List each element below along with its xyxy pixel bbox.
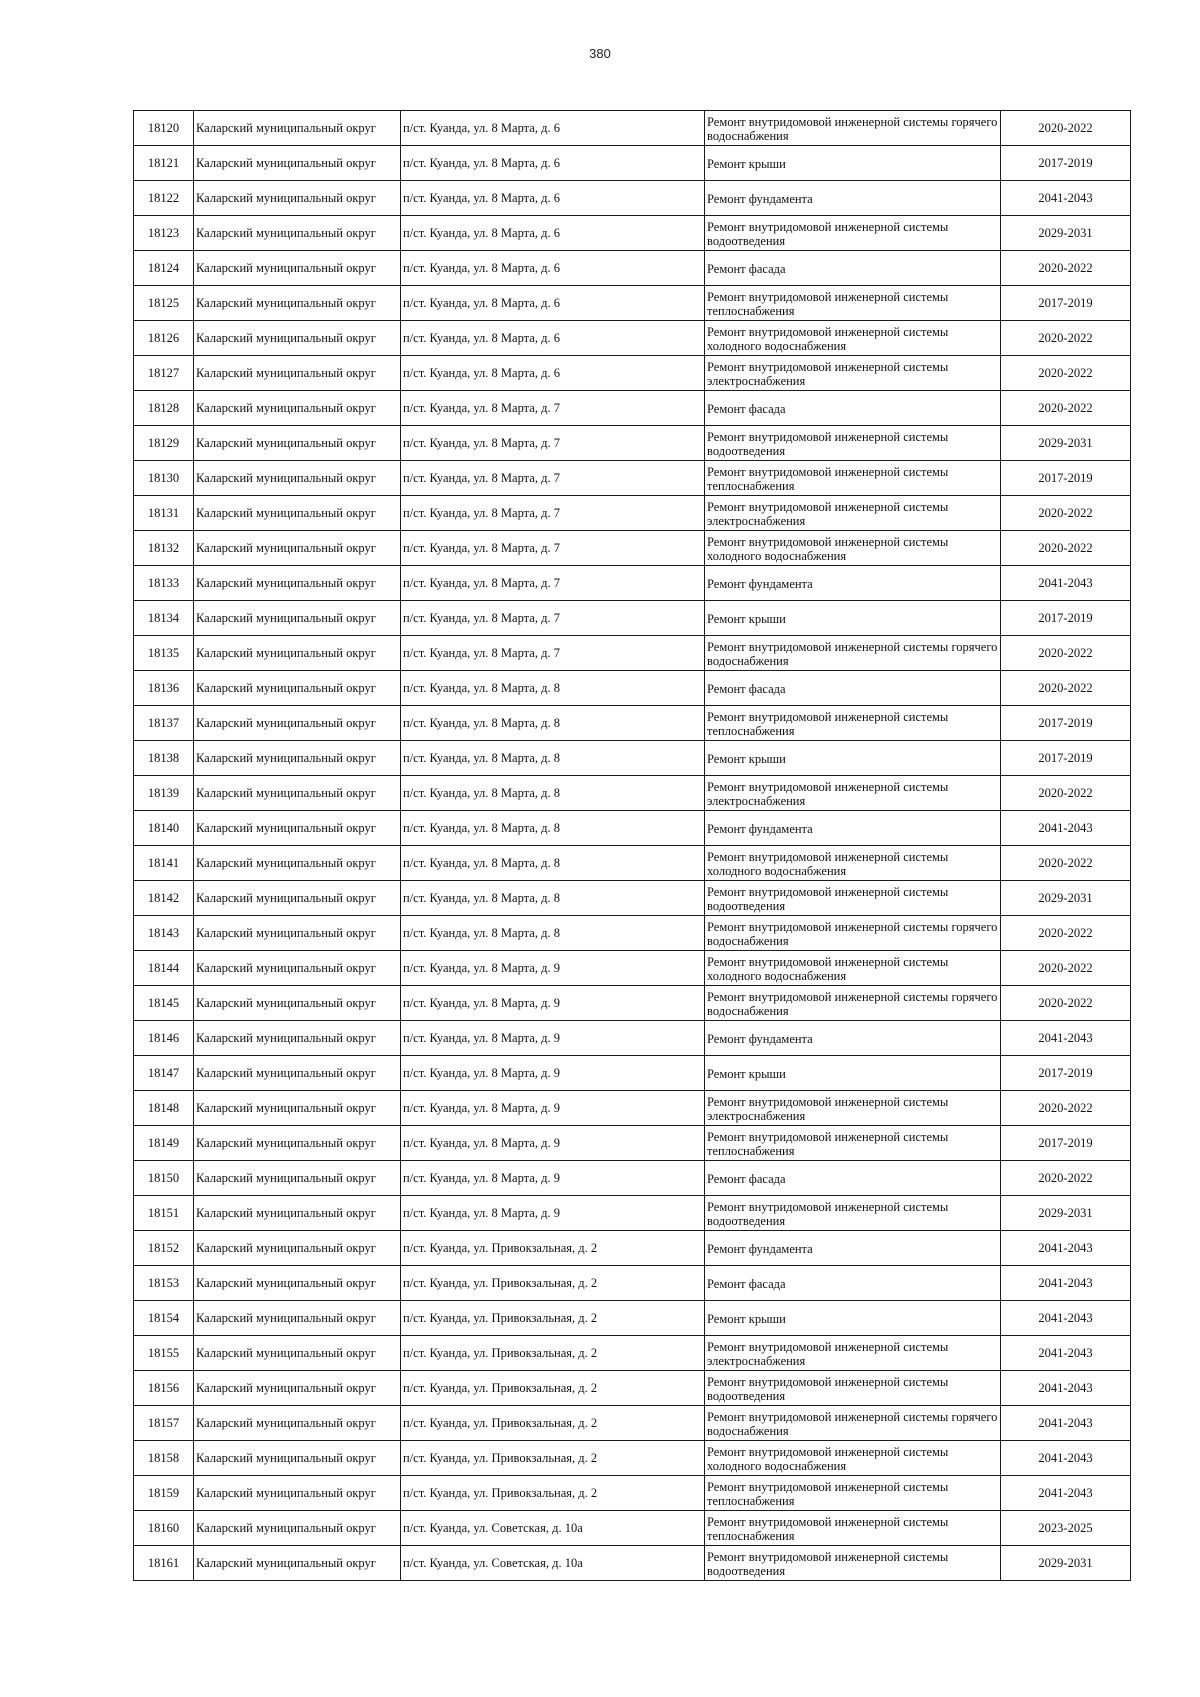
page-number: 380 [589,46,611,61]
row-number-cell: 18120 [134,111,194,146]
row-number-cell: 18122 [134,181,194,216]
period-cell: 2020-2022 [1001,1161,1131,1196]
row-number-cell: 18148 [134,1091,194,1126]
address-cell: п/ст. Куанда, ул. 8 Марта, д. 6 [401,356,705,391]
row-number-cell: 18123 [134,216,194,251]
row-number-cell: 18160 [134,1511,194,1546]
period-cell: 2020-2022 [1001,846,1131,881]
work-type-cell: Ремонт крыши [705,146,1001,181]
period-cell: 2041-2043 [1001,1336,1131,1371]
address-cell: п/ст. Куанда, ул. 8 Марта, д. 8 [401,741,705,776]
municipality-cell: Каларский муниципальный округ [194,741,401,776]
period-cell: 2029-2031 [1001,216,1131,251]
work-type-cell: Ремонт внутридомовой инженерной системы теплоснабжения [705,1126,1001,1161]
row-number-cell: 18149 [134,1126,194,1161]
row-number-cell: 18143 [134,916,194,951]
address-cell: п/ст. Куанда, ул. 8 Марта, д. 7 [401,461,705,496]
address-cell: п/ст. Куанда, ул. 8 Марта, д. 9 [401,1056,705,1091]
work-type-cell: Ремонт внутридомовой инженерной системы горячего водоснабжения [705,1406,1001,1441]
work-type-cell: Ремонт внутридомовой инженерной системы горячего водоснабжения [705,916,1001,951]
table-row [134,1056,1131,1091]
period-cell: 2020-2022 [1001,496,1131,531]
period-cell: 2017-2019 [1001,286,1131,321]
municipality-cell: Каларский муниципальный округ [194,356,401,391]
period-cell: 2017-2019 [1001,146,1131,181]
municipality-cell: Каларский муниципальный округ [194,1196,401,1231]
period-cell: 2017-2019 [1001,741,1131,776]
municipality-cell: Каларский муниципальный округ [194,1406,401,1441]
address-cell: п/ст. Куанда, ул. 8 Марта, д. 6 [401,181,705,216]
table-row [134,951,1131,986]
period-cell: 2041-2043 [1001,1441,1131,1476]
municipality-cell: Каларский муниципальный округ [194,1371,401,1406]
table-row [134,1091,1131,1126]
row-number-cell: 18145 [134,986,194,1021]
work-type-cell: Ремонт внутридомовой инженерной системы теплоснабжения [705,706,1001,741]
work-type-cell: Ремонт фасада [705,1266,1001,1301]
period-cell: 2020-2022 [1001,391,1131,426]
municipality-cell: Каларский муниципальный округ [194,216,401,251]
address-cell: п/ст. Куанда, ул. 8 Марта, д. 7 [401,566,705,601]
work-type-cell: Ремонт внутридомовой инженерной системы электроснабжения [705,776,1001,811]
municipality-cell: Каларский муниципальный округ [194,531,401,566]
period-cell: 2041-2043 [1001,1476,1131,1511]
municipality-cell: Каларский муниципальный округ [194,1336,401,1371]
row-number-cell: 18161 [134,1546,194,1581]
work-type-cell: Ремонт фасада [705,1161,1001,1196]
work-type-cell: Ремонт фундамента [705,1231,1001,1266]
municipality-cell: Каларский муниципальный округ [194,636,401,671]
work-type-cell: Ремонт внутридомовой инженерной системы водоотведения [705,1196,1001,1231]
table-row [134,1266,1131,1301]
work-type-cell: Ремонт крыши [705,1301,1001,1336]
municipality-cell: Каларский муниципальный округ [194,1546,401,1581]
table-row [134,321,1131,356]
address-cell: п/ст. Куанда, ул. 8 Марта, д. 7 [401,426,705,461]
period-cell: 2017-2019 [1001,1126,1131,1161]
work-type-cell: Ремонт внутридомовой инженерной системы электроснабжения [705,1091,1001,1126]
work-type-cell: Ремонт внутридомовой инженерной системы водоотведения [705,426,1001,461]
municipality-cell: Каларский муниципальный округ [194,1021,401,1056]
table-row [134,916,1131,951]
row-number-cell: 18153 [134,1266,194,1301]
municipality-cell: Каларский муниципальный округ [194,986,401,1021]
table-row [134,181,1131,216]
row-number-cell: 18137 [134,706,194,741]
address-cell: п/ст. Куанда, ул. Привокзальная, д. 2 [401,1406,705,1441]
registry-table-body [134,111,1131,1581]
work-type-cell: Ремонт внутридомовой инженерной системы горячего водоснабжения [705,636,1001,671]
row-number-cell: 18141 [134,846,194,881]
table-row [134,1546,1131,1581]
period-cell: 2020-2022 [1001,951,1131,986]
address-cell: п/ст. Куанда, ул. 8 Марта, д. 9 [401,1021,705,1056]
table-row [134,391,1131,426]
address-cell: п/ст. Куанда, ул. Привокзальная, д. 2 [401,1266,705,1301]
table-row [134,776,1131,811]
table-row [134,566,1131,601]
period-cell: 2041-2043 [1001,1231,1131,1266]
municipality-cell: Каларский муниципальный округ [194,706,401,741]
period-cell: 2020-2022 [1001,916,1131,951]
address-cell: п/ст. Куанда, ул. Привокзальная, д. 2 [401,1476,705,1511]
address-cell: п/ст. Куанда, ул. 8 Марта, д. 6 [401,286,705,321]
municipality-cell: Каларский муниципальный округ [194,251,401,286]
table-row [134,1336,1131,1371]
period-cell: 2041-2043 [1001,566,1131,601]
table-row [134,461,1131,496]
table-row [134,986,1131,1021]
table-row [134,671,1131,706]
work-type-cell: Ремонт внутридомовой инженерной системы теплоснабжения [705,1476,1001,1511]
address-cell: п/ст. Куанда, ул. 8 Марта, д. 6 [401,146,705,181]
period-cell: 2017-2019 [1001,706,1131,741]
table-row [134,1406,1131,1441]
municipality-cell: Каларский муниципальный округ [194,776,401,811]
municipality-cell: Каларский муниципальный округ [194,426,401,461]
row-number-cell: 18132 [134,531,194,566]
address-cell: п/ст. Куанда, ул. Привокзальная, д. 2 [401,1301,705,1336]
address-cell: п/ст. Куанда, ул. 8 Марта, д. 9 [401,1196,705,1231]
table-row [134,881,1131,916]
period-cell: 2017-2019 [1001,601,1131,636]
table-row [134,216,1131,251]
row-number-cell: 18147 [134,1056,194,1091]
row-number-cell: 18146 [134,1021,194,1056]
row-number-cell: 18136 [134,671,194,706]
work-type-cell: Ремонт внутридомовой инженерной системы водоотведения [705,1371,1001,1406]
address-cell: п/ст. Куанда, ул. 8 Марта, д. 8 [401,671,705,706]
period-cell: 2041-2043 [1001,1371,1131,1406]
row-number-cell: 18138 [134,741,194,776]
row-number-cell: 18127 [134,356,194,391]
work-type-cell: Ремонт внутридомовой инженерной системы холодного водоснабжения [705,846,1001,881]
municipality-cell: Каларский муниципальный округ [194,1056,401,1091]
row-number-cell: 18121 [134,146,194,181]
work-type-cell: Ремонт фасада [705,391,1001,426]
period-cell: 2041-2043 [1001,1301,1131,1336]
address-cell: п/ст. Куанда, ул. 8 Марта, д. 7 [401,391,705,426]
table-row [134,251,1131,286]
period-cell: 2017-2019 [1001,461,1131,496]
period-cell: 2017-2019 [1001,1056,1131,1091]
table-row [134,636,1131,671]
row-number-cell: 18152 [134,1231,194,1266]
table-row [134,496,1131,531]
work-type-cell: Ремонт внутридомовой инженерной системы водоотведения [705,881,1001,916]
municipality-cell: Каларский муниципальный округ [194,1266,401,1301]
period-cell: 2020-2022 [1001,1091,1131,1126]
period-cell: 2029-2031 [1001,1546,1131,1581]
period-cell: 2029-2031 [1001,426,1131,461]
work-type-cell: Ремонт крыши [705,601,1001,636]
work-type-cell: Ремонт фасада [705,671,1001,706]
period-cell: 2041-2043 [1001,181,1131,216]
address-cell: п/ст. Куанда, ул. 8 Марта, д. 6 [401,251,705,286]
period-cell: 2020-2022 [1001,671,1131,706]
address-cell: п/ст. Куанда, ул. 8 Марта, д. 8 [401,881,705,916]
municipality-cell: Каларский муниципальный округ [194,286,401,321]
period-cell: 2020-2022 [1001,111,1131,146]
address-cell: п/ст. Куанда, ул. 8 Марта, д. 8 [401,916,705,951]
table-row [134,356,1131,391]
row-number-cell: 18124 [134,251,194,286]
table-row [134,601,1131,636]
address-cell: п/ст. Куанда, ул. Привокзальная, д. 2 [401,1231,705,1266]
work-type-cell: Ремонт внутридомовой инженерной системы теплоснабжения [705,1511,1001,1546]
work-type-cell: Ремонт фундамента [705,811,1001,846]
row-number-cell: 18156 [134,1371,194,1406]
work-type-cell: Ремонт внутридомовой инженерной системы горячего водоснабжения [705,986,1001,1021]
municipality-cell: Каларский муниципальный округ [194,1091,401,1126]
address-cell: п/ст. Куанда, ул. 8 Марта, д. 8 [401,811,705,846]
municipality-cell: Каларский муниципальный округ [194,146,401,181]
table-row [134,1371,1131,1406]
table-row [134,1301,1131,1336]
table-row [134,1021,1131,1056]
municipality-cell: Каларский муниципальный округ [194,1161,401,1196]
municipality-cell: Каларский муниципальный округ [194,601,401,636]
table-row [134,846,1131,881]
address-cell: п/ст. Куанда, ул. Советская, д. 10а [401,1511,705,1546]
row-number-cell: 18133 [134,566,194,601]
period-cell: 2041-2043 [1001,811,1131,846]
row-number-cell: 18126 [134,321,194,356]
row-number-cell: 18142 [134,881,194,916]
municipality-cell: Каларский муниципальный округ [194,461,401,496]
row-number-cell: 18135 [134,636,194,671]
work-type-cell: Ремонт фундамента [705,1021,1001,1056]
work-type-cell: Ремонт фасада [705,251,1001,286]
address-cell: п/ст. Куанда, ул. Привокзальная, д. 2 [401,1371,705,1406]
table-row [134,1511,1131,1546]
table-row [134,1231,1131,1266]
municipality-cell: Каларский муниципальный округ [194,496,401,531]
period-cell: 2041-2043 [1001,1266,1131,1301]
municipality-cell: Каларский муниципальный округ [194,1126,401,1161]
row-number-cell: 18139 [134,776,194,811]
work-type-cell: Ремонт внутридомовой инженерной системы горячего водоснабжения [705,111,1001,146]
municipality-cell: Каларский муниципальный округ [194,811,401,846]
row-number-cell: 18129 [134,426,194,461]
row-number-cell: 18134 [134,601,194,636]
period-cell: 2020-2022 [1001,251,1131,286]
table-row [134,811,1131,846]
address-cell: п/ст. Куанда, ул. 8 Марта, д. 8 [401,846,705,881]
row-number-cell: 18130 [134,461,194,496]
work-type-cell: Ремонт фундамента [705,566,1001,601]
row-number-cell: 18144 [134,951,194,986]
work-type-cell: Ремонт внутридомовой инженерной системы электроснабжения [705,496,1001,531]
address-cell: п/ст. Куанда, ул. 8 Марта, д. 6 [401,111,705,146]
work-type-cell: Ремонт внутридомовой инженерной системы холодного водоснабжения [705,951,1001,986]
municipality-cell: Каларский муниципальный округ [194,1301,401,1336]
municipality-cell: Каларский муниципальный округ [194,111,401,146]
address-cell: п/ст. Куанда, ул. Советская, д. 10а [401,1546,705,1581]
row-number-cell: 18158 [134,1441,194,1476]
municipality-cell: Каларский муниципальный округ [194,671,401,706]
work-type-cell: Ремонт внутридомовой инженерной системы водоотведения [705,216,1001,251]
table-row [134,1161,1131,1196]
row-number-cell: 18131 [134,496,194,531]
address-cell: п/ст. Куанда, ул. 8 Марта, д. 7 [401,496,705,531]
municipality-cell: Каларский муниципальный округ [194,951,401,986]
table-row [134,111,1131,146]
address-cell: п/ст. Куанда, ул. Привокзальная, д. 2 [401,1441,705,1476]
work-type-cell: Ремонт внутридомовой инженерной системы электроснабжения [705,1336,1001,1371]
address-cell: п/ст. Куанда, ул. 8 Марта, д. 7 [401,531,705,566]
table-row [134,1196,1131,1231]
municipality-cell: Каларский муниципальный округ [194,881,401,916]
period-cell: 2020-2022 [1001,321,1131,356]
row-number-cell: 18154 [134,1301,194,1336]
table-row [134,426,1131,461]
period-cell: 2041-2043 [1001,1021,1131,1056]
municipality-cell: Каларский муниципальный округ [194,846,401,881]
period-cell: 2020-2022 [1001,531,1131,566]
municipality-cell: Каларский муниципальный округ [194,181,401,216]
row-number-cell: 18150 [134,1161,194,1196]
table-row [134,286,1131,321]
address-cell: п/ст. Куанда, ул. 8 Марта, д. 9 [401,951,705,986]
municipality-cell: Каларский муниципальный округ [194,321,401,356]
municipality-cell: Каларский муниципальный округ [194,1231,401,1266]
table-row [134,1441,1131,1476]
address-cell: п/ст. Куанда, ул. 8 Марта, д. 6 [401,216,705,251]
row-number-cell: 18125 [134,286,194,321]
work-type-cell: Ремонт внутридомовой инженерной системы электроснабжения [705,356,1001,391]
row-number-cell: 18140 [134,811,194,846]
period-cell: 2020-2022 [1001,356,1131,391]
municipality-cell: Каларский муниципальный округ [194,916,401,951]
registry-table [133,110,1131,1581]
address-cell: п/ст. Куанда, ул. 8 Марта, д. 9 [401,1126,705,1161]
municipality-cell: Каларский муниципальный округ [194,566,401,601]
row-number-cell: 18128 [134,391,194,426]
municipality-cell: Каларский муниципальный округ [194,1441,401,1476]
work-type-cell: Ремонт крыши [705,741,1001,776]
period-cell: 2041-2043 [1001,1406,1131,1441]
row-number-cell: 18157 [134,1406,194,1441]
address-cell: п/ст. Куанда, ул. 8 Марта, д. 8 [401,706,705,741]
period-cell: 2020-2022 [1001,986,1131,1021]
work-type-cell: Ремонт внутридомовой инженерной системы холодного водоснабжения [705,1441,1001,1476]
address-cell: п/ст. Куанда, ул. 8 Марта, д. 7 [401,636,705,671]
address-cell: п/ст. Куанда, ул. 8 Марта, д. 8 [401,776,705,811]
address-cell: п/ст. Куанда, ул. 8 Марта, д. 7 [401,601,705,636]
address-cell: п/ст. Куанда, ул. 8 Марта, д. 9 [401,1091,705,1126]
period-cell: 2023-2025 [1001,1511,1131,1546]
period-cell: 2020-2022 [1001,776,1131,811]
period-cell: 2029-2031 [1001,881,1131,916]
work-type-cell: Ремонт фундамента [705,181,1001,216]
table-row [134,146,1131,181]
address-cell: п/ст. Куанда, ул. 8 Марта, д. 9 [401,1161,705,1196]
work-type-cell: Ремонт внутридомовой инженерной системы холодного водоснабжения [705,531,1001,566]
row-number-cell: 18151 [134,1196,194,1231]
row-number-cell: 18155 [134,1336,194,1371]
table-row [134,741,1131,776]
address-cell: п/ст. Куанда, ул. 8 Марта, д. 9 [401,986,705,1021]
row-number-cell: 18159 [134,1476,194,1511]
period-cell: 2020-2022 [1001,636,1131,671]
work-type-cell: Ремонт внутридомовой инженерной системы холодного водоснабжения [705,321,1001,356]
work-type-cell: Ремонт внутридомовой инженерной системы водоотведения [705,1546,1001,1581]
municipality-cell: Каларский муниципальный округ [194,1511,401,1546]
period-cell: 2029-2031 [1001,1196,1131,1231]
table-row [134,1476,1131,1511]
table-row [134,531,1131,566]
address-cell: п/ст. Куанда, ул. Привокзальная, д. 2 [401,1336,705,1371]
municipality-cell: Каларский муниципальный округ [194,391,401,426]
work-type-cell: Ремонт внутридомовой инженерной системы теплоснабжения [705,461,1001,496]
municipality-cell: Каларский муниципальный округ [194,1476,401,1511]
work-type-cell: Ремонт крыши [705,1056,1001,1091]
table-row [134,1126,1131,1161]
work-type-cell: Ремонт внутридомовой инженерной системы теплоснабжения [705,286,1001,321]
table-row [134,706,1131,741]
address-cell: п/ст. Куанда, ул. 8 Марта, д. 6 [401,321,705,356]
